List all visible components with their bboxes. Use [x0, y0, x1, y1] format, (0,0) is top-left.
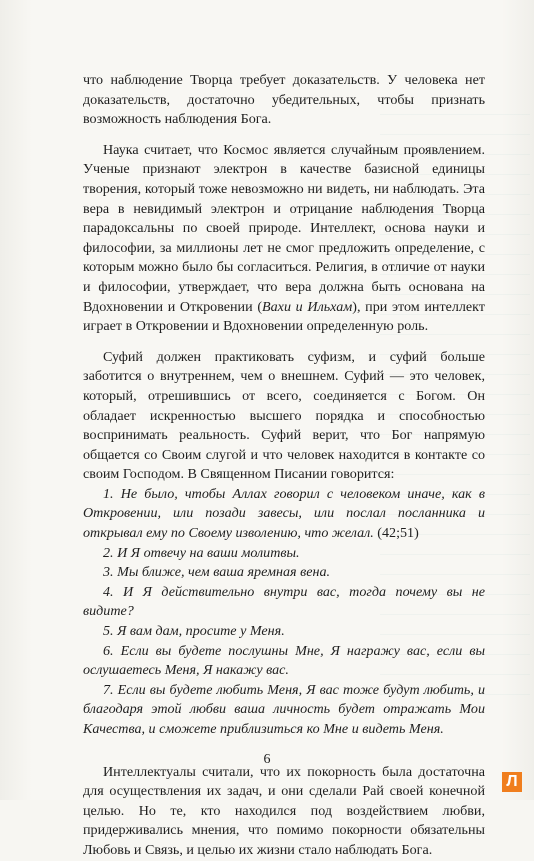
quote-1-reference: (42;51): [373, 525, 419, 542]
labirint-logo-icon: Л: [502, 772, 522, 792]
quote-4: 4. И Я действительно внутри вас, тогда почему вы не видите?: [83, 583, 485, 620]
paragraph-sufi: Суфий должен практиковать суфизм, и суфий больше заботится о внутреннем, чем о внешнем. Суфий — это человек, который, отрешившись от всего, соединяется с Богом. Он обладает искренностью высшего порядка и способностью воспринимать реальность. Суфий верит, что Бог напрямую общается со Своим слугой и что человек находится в контакте со своим Господом. В Священном Писании говорится:: [83, 348, 485, 483]
paragraph-science-text-a: Наука считает, что Космос является случайным проявлением. Ученые признают электрон в качестве базисной единицы творения, который тоже невозможно ни видеть, ни наблюдать. Эта вера в невидимый электрон и отрицание наблюдения Творца парадоксальны по своей природе. Интеллект, основа науки и философии, за миллионы лет не смог предложить определение, с которым можно было бы согласиться. Религия, в отличие от науки и философии, утверждает, что вера должна быть основана на Вдохновении и Откровении (: [83, 141, 485, 315]
paragraph-science-text-b: ), при этом интеллект играет в Откровении и Вдохновении определенную роль.: [83, 298, 486, 335]
quote-6: 6. Если вы будете послушны Мне, Я награжу вас, если вы ослушаетесь Меня, Я накажу вас.: [83, 642, 485, 679]
paragraph-intellectuals: Интеллектуалы считали, что их покорность была достаточна для осуществления их задач, и они сделали Рай своей конечной целью. Но те, кто находился под воздействием любви, придерживались мнения, что помимо покорности обязательны Любовь и Связь, и целью их жизни стало наблюдать Бога.: [83, 763, 485, 858]
paragraph-science-italic: Вахи и Ильхам: [262, 298, 353, 315]
paragraph-science: [83, 141, 485, 337]
paragraph-continuation: что наблюдение Творца требует доказательств. У человека нет доказательств, достаточно убедительных, чтобы признать возможность наблюдения Бога.: [83, 72, 485, 128]
quote-5: 5. Я вам дам, просите у Меня.: [103, 623, 285, 640]
quote-7: 7. Если вы будете любить Меня, Я вас тоже будут любить, и благодаря этой любви ваша личность будет отражать Мои Качества, и сможете приблизиться ко Мне и видеть Меня.: [83, 681, 485, 737]
quote-3: 3. Мы ближе, чем ваша яремная вена.: [103, 564, 331, 581]
page-body: [83, 71, 485, 861]
page-number: 6: [263, 752, 271, 767]
quote-1: [83, 485, 485, 544]
quote-1-text: 1. Не было, чтобы Аллах говорил с человеком иначе, как в Откровении, или позади завесы, или послал посланника и открывал ему по Своему изволению, что желал.: [83, 485, 485, 542]
quote-2: 2. И Я отвечу на ваши молитвы.: [103, 544, 300, 561]
